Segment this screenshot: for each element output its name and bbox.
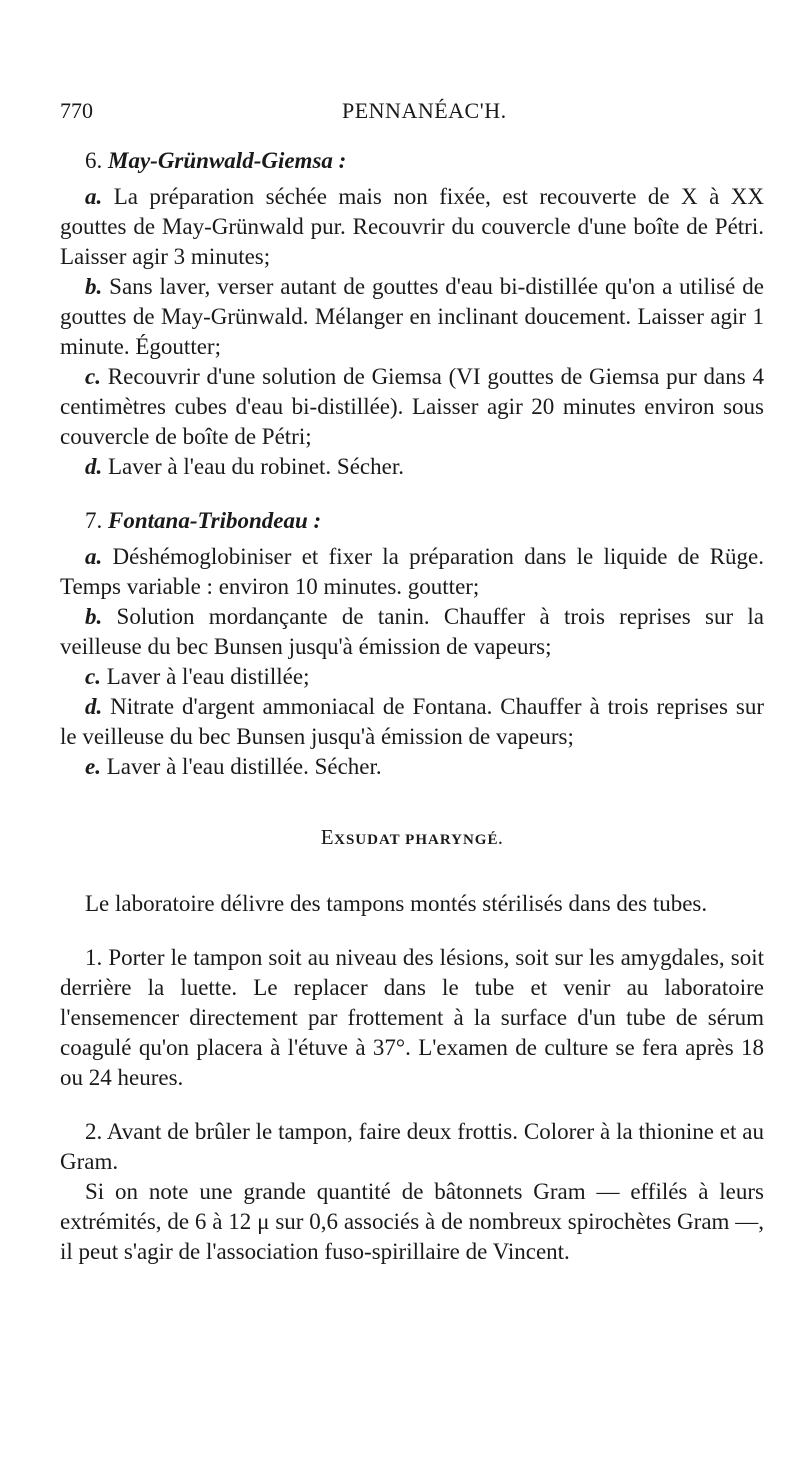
- item-text: Solution mordançante de tanin. Chauffer à trois reprises sur la veilleuse du bec Bunsen jusqu'à émission de vapeurs;: [60, 604, 764, 659]
- item-letter: d.: [85, 694, 103, 719]
- item-text: Déshémoglobiniser et fixer la préparation dans le liquide de Rüge. Temps variable : environ 10 minutes. goutter;: [60, 544, 765, 599]
- list-item: [60, 182, 764, 272]
- page-number: 770: [60, 98, 93, 123]
- heading-rest: XSUDAT PHARYNGÉ.: [334, 832, 504, 848]
- page-header: [60, 98, 760, 138]
- item-letter: a.: [85, 544, 103, 569]
- item-text: La préparation séchée mais non fixée, est recouverte de X à XX gouttes de May-Grünwald pur. Recouvrir du couvercle d'une boîte de Pétri. Laisser agir 3 minutes;: [60, 184, 765, 269]
- paragraph-2: 2. Avant de brûler le tampon, faire deux frottis. Colorer à la thionine et au Gram.: [60, 1119, 764, 1174]
- list-item: [60, 602, 764, 662]
- list-item: [60, 272, 764, 362]
- item-letter: e.: [85, 754, 101, 779]
- page-body: [60, 146, 764, 1267]
- list-item: [60, 752, 764, 782]
- section-number: 7.: [85, 508, 103, 533]
- section-heading-7: [85, 506, 764, 536]
- section-title: May-Grünwald-Giemsa :: [108, 148, 347, 173]
- item-text: Laver à l'eau distillée;: [106, 664, 310, 689]
- item-text: Recouvrir d'une solution de Giemsa (VI gouttes de Giemsa pur dans 4 centimètres cubes d'eau bi-distillée). Laisser agir 20 minutes environ sous couvercle de boîte de Pétri;: [60, 364, 765, 449]
- section-number: 6.: [85, 148, 103, 173]
- item-letter: b.: [85, 274, 103, 299]
- running-head: PENNANÉAC'H.: [342, 98, 507, 123]
- list-item: [60, 662, 764, 692]
- section-heading-6: [85, 146, 764, 176]
- section-title: Fontana-Tribondeau :: [108, 508, 322, 533]
- item-letter: c.: [85, 664, 101, 689]
- item-letter: d.: [85, 454, 103, 479]
- item-letter: b.: [85, 604, 103, 629]
- item-text: Sans laver, verser autant de gouttes d'eau bi-distillée qu'on a utilisé de gouttes de May-Grünwald. Mélanger en inclinant doucement. Laisser agir 1 minute. Égoutter;: [60, 274, 764, 359]
- paragraph-3: Si on note une grande quantité de bâtonnets Gram — effilés à leurs extrémités, de 6 à 12 μ sur 0,6 associés à de nombreux spirochètes Gram —, il peut s'agir de l'association fuso-spirillaire de Vincent.: [60, 1179, 764, 1264]
- list-item: [60, 692, 764, 752]
- section-heading-exsudat: [60, 822, 764, 855]
- item-text: Laver à l'eau du robinet. Sécher.: [108, 454, 404, 479]
- item-letter: a.: [85, 184, 103, 209]
- list-item: [60, 452, 764, 482]
- intro-paragraph: Le laboratoire délivre des tampons montés stérilisés dans des tubes.: [85, 891, 708, 916]
- item-text: Laver à l'eau distillée. Sécher.: [106, 754, 382, 779]
- list-item: [60, 362, 764, 452]
- item-letter: c.: [85, 364, 101, 389]
- paragraph-1: 1. Porter le tampon soit au niveau des lésions, soit sur les amygdales, soit derrière la luette. Le replacer dans le tube et venir au laboratoire l'ensemencer directement par frottement à la surface d'un tube de sérum coagulé qu'on placera à l'étuve à 37°. L'examen de culture se fera après 18 ou 24 heures.: [60, 945, 764, 1090]
- list-item: [60, 542, 764, 602]
- heading-initial: E: [320, 825, 335, 849]
- item-text: Nitrate d'argent ammoniacal de Fontana. Chauffer à trois reprises sur le veilleuse du bec Bunsen jusqu'à émission de vapeurs;: [60, 694, 764, 749]
